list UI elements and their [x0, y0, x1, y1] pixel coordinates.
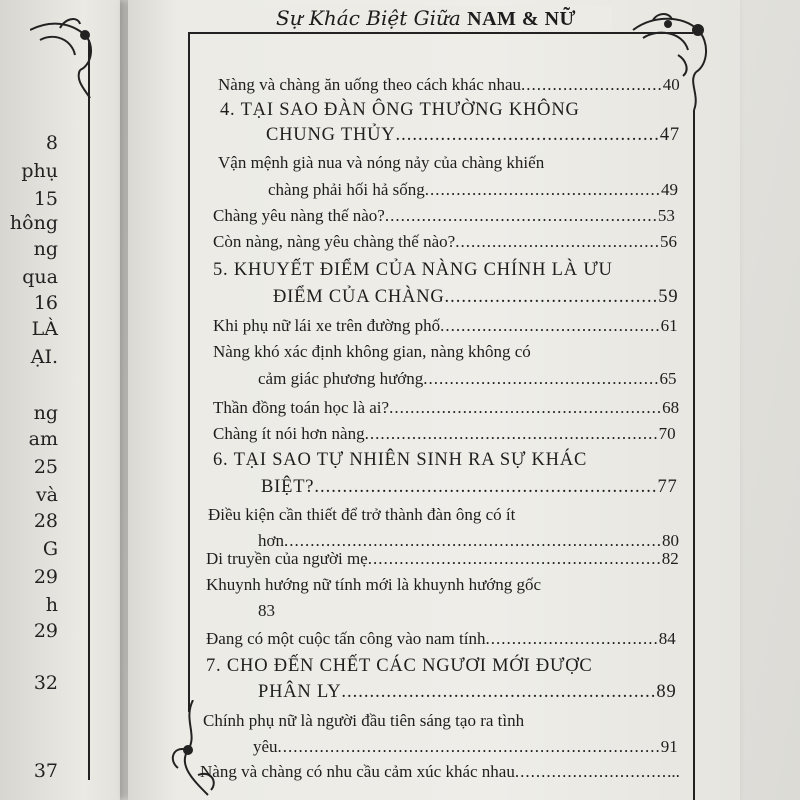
- toc-entry: [258, 369, 677, 389]
- toc-entry-text: Khuynh hướng nữ tính mới là khuynh hướng gốc: [206, 575, 542, 594]
- toc-leader-dots: ...........................: [521, 75, 663, 94]
- toc-page-number: ...: [667, 762, 680, 781]
- toc-page-number: 68: [662, 398, 680, 417]
- toc-page-number: 77: [657, 477, 678, 497]
- left-page-text-fragment: 8: [45, 132, 58, 154]
- toc-entry-text: chàng phải hối hả sống: [268, 180, 425, 199]
- toc-leader-dots: .............................: [514, 762, 668, 781]
- toc-entry: [206, 629, 676, 649]
- toc-entry-text: Nàng khó xác định không gian, nàng không có: [213, 342, 531, 361]
- left-page-text-fragment: qua: [22, 266, 58, 288]
- toc-entry-text: ĐIỂM CỦA CHÀNG: [273, 287, 445, 307]
- toc-entry: [213, 232, 677, 252]
- left-page-text-fragment: LÀ: [31, 318, 58, 340]
- toc-leader-dots: ......................................: [444, 287, 659, 307]
- toc-page-number: 61: [660, 316, 678, 335]
- toc-leader-dots: .........................................................................: [277, 737, 661, 756]
- corner-ornament-icon: [30, 10, 100, 100]
- toc-entry-text: hơn: [258, 531, 284, 550]
- toc-entry-text: Di truyền của người mẹ: [206, 549, 368, 568]
- toc-entry: [268, 180, 678, 200]
- toc-chapter-heading: [273, 287, 678, 308]
- toc-page-number: 82: [661, 549, 679, 568]
- left-page-text-fragment: 29: [33, 620, 58, 642]
- toc-chapter-heading: [258, 682, 677, 703]
- toc-entry: [253, 737, 678, 757]
- toc-entry-text: Thần đồng toán học là ai?: [213, 398, 390, 417]
- toc-entry: [213, 342, 531, 362]
- left-page-text-fragment: G: [42, 538, 58, 560]
- left-page-text-fragment: h: [45, 594, 58, 616]
- toc-entry-text: Còn nàng, nàng yêu chàng thế nào?: [213, 232, 456, 251]
- toc-entry-text: cảm giác phương hướng: [258, 369, 424, 388]
- toc-entry: [200, 762, 680, 782]
- toc-entry-text: yêu: [253, 737, 278, 756]
- toc-entry: [258, 531, 679, 551]
- toc-entry-text: Khi phụ nữ lái xe trên đường phố: [213, 316, 441, 335]
- toc-entry: [213, 398, 679, 418]
- toc-leader-dots: ....................................................: [384, 206, 658, 225]
- toc-leader-dots: ...............................................: [395, 125, 660, 145]
- toc-page-number: 70: [658, 424, 676, 443]
- toc-leader-dots: .............................................: [423, 369, 660, 388]
- toc-page-number: 49: [661, 180, 678, 199]
- left-page-text-fragment: hông: [9, 212, 58, 234]
- toc-leader-dots: ........................................................: [364, 424, 659, 443]
- toc-entry: [213, 316, 678, 336]
- left-page: [0, 0, 120, 800]
- toc-leader-dots: .............................................: [424, 180, 661, 199]
- left-page-text-fragment: phụ: [21, 160, 58, 182]
- toc-page-number: 56: [659, 232, 677, 251]
- toc-chapter-heading: [220, 100, 580, 121]
- toc-chapter-heading: [266, 125, 680, 146]
- toc-entry: [203, 711, 524, 731]
- toc-leader-dots: .................................: [485, 629, 659, 648]
- toc-entry-text: 83: [258, 601, 275, 620]
- toc-entry-text: Vận mệnh già nua và nóng nảy của chàng khiến: [218, 153, 545, 172]
- toc-entry-text: 7. CHO ĐẾN CHẾT CÁC NGƯƠI MỚI ĐƯỢC: [206, 656, 593, 676]
- left-page-text-fragment: và: [35, 484, 58, 506]
- toc-page-number: 40: [662, 75, 680, 94]
- toc-page-number: 65: [659, 369, 677, 388]
- toc-entry: [206, 575, 541, 595]
- toc-leader-dots: ........................................................................: [284, 531, 662, 550]
- toc-entry-text: Chính phụ nữ là người đầu tiên sáng tạo ra tình: [203, 711, 525, 730]
- header-title-script: Sự Khác Biệt Giữa: [276, 6, 461, 30]
- right-page: [128, 0, 740, 800]
- toc-entry-text: CHUNG THỦY: [266, 125, 396, 145]
- toc-leader-dots: ....................................................: [389, 398, 663, 417]
- toc-page-number: 59: [658, 287, 679, 307]
- toc-chapter-heading: [206, 656, 593, 677]
- toc-leader-dots: .......................................: [455, 232, 660, 251]
- toc-entry-text: 5. KHUYẾT ĐIỂM CỦA NÀNG CHÍNH LÀ ƯU: [213, 260, 613, 280]
- toc-entry: [206, 549, 679, 569]
- toc-entry: [213, 424, 676, 444]
- left-page-text-fragment: ng: [33, 402, 58, 424]
- toc-entry: [213, 206, 675, 226]
- left-page-text-fragment: 32: [33, 672, 58, 694]
- toc-leader-dots: ........................................................: [341, 682, 657, 702]
- left-page-text-fragment: 29: [33, 566, 58, 588]
- left-page-text-fragment: 16: [33, 292, 58, 314]
- left-page-text-fragment: ẠI.: [30, 346, 58, 368]
- toc-entry-text: 4. TẠI SAO ĐÀN ÔNG THƯỜNG KHÔNG: [220, 100, 580, 120]
- toc-leader-dots: .............................................................: [314, 477, 658, 497]
- toc-page-number: 53: [657, 206, 675, 225]
- toc-chapter-heading: [261, 477, 678, 498]
- left-page-text-fragment: ng: [33, 238, 58, 260]
- toc-entry-text: Đang có một cuộc tấn công vào nam tính: [206, 629, 486, 648]
- header-title-caps: NAM & NỮ: [467, 8, 576, 30]
- toc-entry-text: Điều kiện cần thiết để trở thành đàn ông có ít: [208, 505, 516, 524]
- toc-chapter-heading: [213, 260, 613, 281]
- toc-leader-dots: ..........................................: [440, 316, 661, 335]
- toc-entry-text: BIỆT?: [261, 477, 315, 497]
- toc-entry-text: Nàng và chàng ăn uống theo cách khác nhau: [218, 75, 522, 94]
- toc-page-number: 47: [659, 125, 680, 145]
- toc-page-number: 91: [660, 737, 678, 756]
- toc-entry: [258, 601, 275, 621]
- toc-entry: [208, 505, 515, 525]
- toc-page-number: 89: [656, 682, 677, 702]
- toc-leader-dots: ........................................................: [367, 549, 662, 568]
- table-of-contents: [128, 0, 740, 800]
- toc-entry-text: PHÂN LY: [258, 682, 342, 702]
- toc-entry: [218, 75, 680, 95]
- toc-entry-text: Nàng và chàng có nhu cầu cảm xúc khác nhau: [200, 762, 515, 781]
- toc-page-number: 84: [658, 629, 676, 648]
- toc-chapter-heading: [213, 450, 587, 471]
- toc-entry-text: Chàng yêu nàng thế nào?: [213, 206, 385, 225]
- left-page-text-fragment: am: [28, 428, 58, 450]
- left-page-text-fragment: 15: [33, 188, 58, 210]
- left-page-text-fragment: 25: [33, 456, 58, 478]
- left-page-text-fragment: 37: [33, 760, 58, 782]
- toc-entry-text: 6. TẠI SAO TỰ NHIÊN SINH RA SỰ KHÁC: [213, 450, 588, 470]
- toc-entry: [218, 153, 544, 173]
- toc-page-number: 80: [662, 531, 679, 550]
- left-page-text-fragment: 28: [33, 510, 58, 532]
- toc-entry-text: Chàng ít nói hơn nàng: [213, 424, 365, 443]
